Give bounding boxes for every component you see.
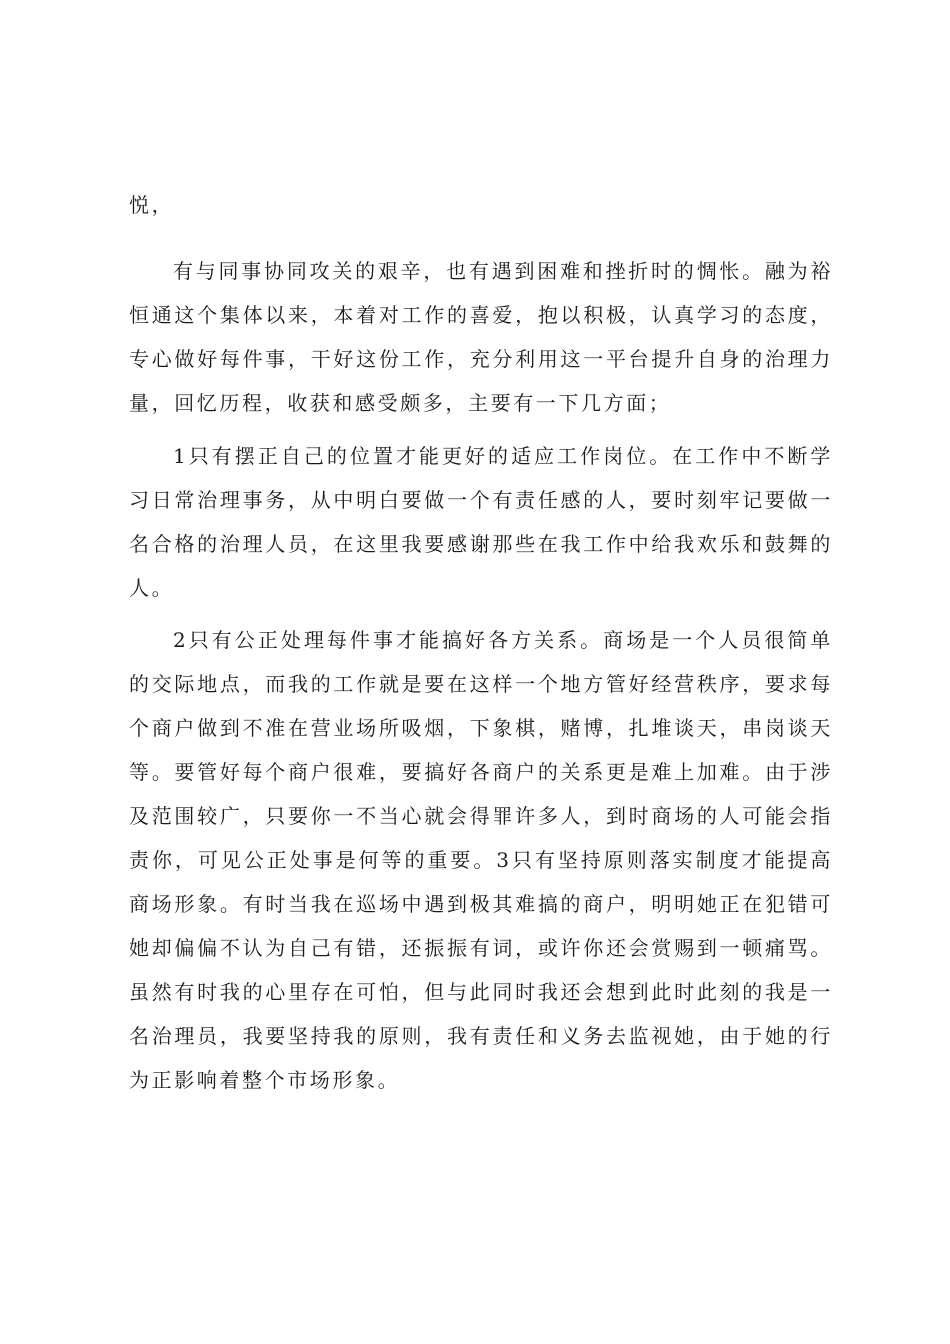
paragraph-intro: 有与同事协同攻关的艰辛，也有遇到困难和挫折时的惆怅。融为裕恒通这个集体以来，本着对工作的喜爱，抱以积极，认真学习的态度，专心做好每件事，干好这份工作，充分利用这一平台提升自身的治理力量，回忆历程，收获和感受颇多，主要有一下几方面； — [129, 259, 833, 415]
paragraph-point-2: 2只有公正处理每件事才能搞好各方关系。商场是一个人员很简单的交际地点，而我的工作就是要在这样一个地方管好经营秩序，要求每个商户做到不准在营业场所吸烟，下象棋，赌博，扎堆谈天，串岗谈天等。要管好每个商户很难，要搞好各商户的关系更是难上加难。由于涉及范围较广，只要你一不当心就会得罪许多人，到时商场的人可能会指责你，可见公正处事是何等的重要。3只有坚持原则落实制度才能提高商场形象。有时当我在巡场中遇到极其难搞的商户，明明她正在犯错可她却偏偏不认为自己有错，还振振有词，或许你还会赏赐到一顿痛骂。虽然有时我的心里存在可怕，但与此同时我还会想到此时此刻的我是一名治理员，我要坚持我的原则，我有责任和义务去监视她，由于她的行为正影响着整个市场形象。 — [129, 628, 833, 1092]
paragraph-point-1: 1只有摆正自己的位置才能更好的适应工作岗位。在工作中不断学习日常治理事务，从中明白要做一个有责任感的人，要时刻牢记要做一名合格的治理人员，在这里我要感谢那些在我工作中给我欢乐和鼓舞的人。 — [129, 443, 833, 600]
paragraph-continuation: 悦， — [129, 193, 175, 217]
document-body — [129, 183, 833, 1111]
